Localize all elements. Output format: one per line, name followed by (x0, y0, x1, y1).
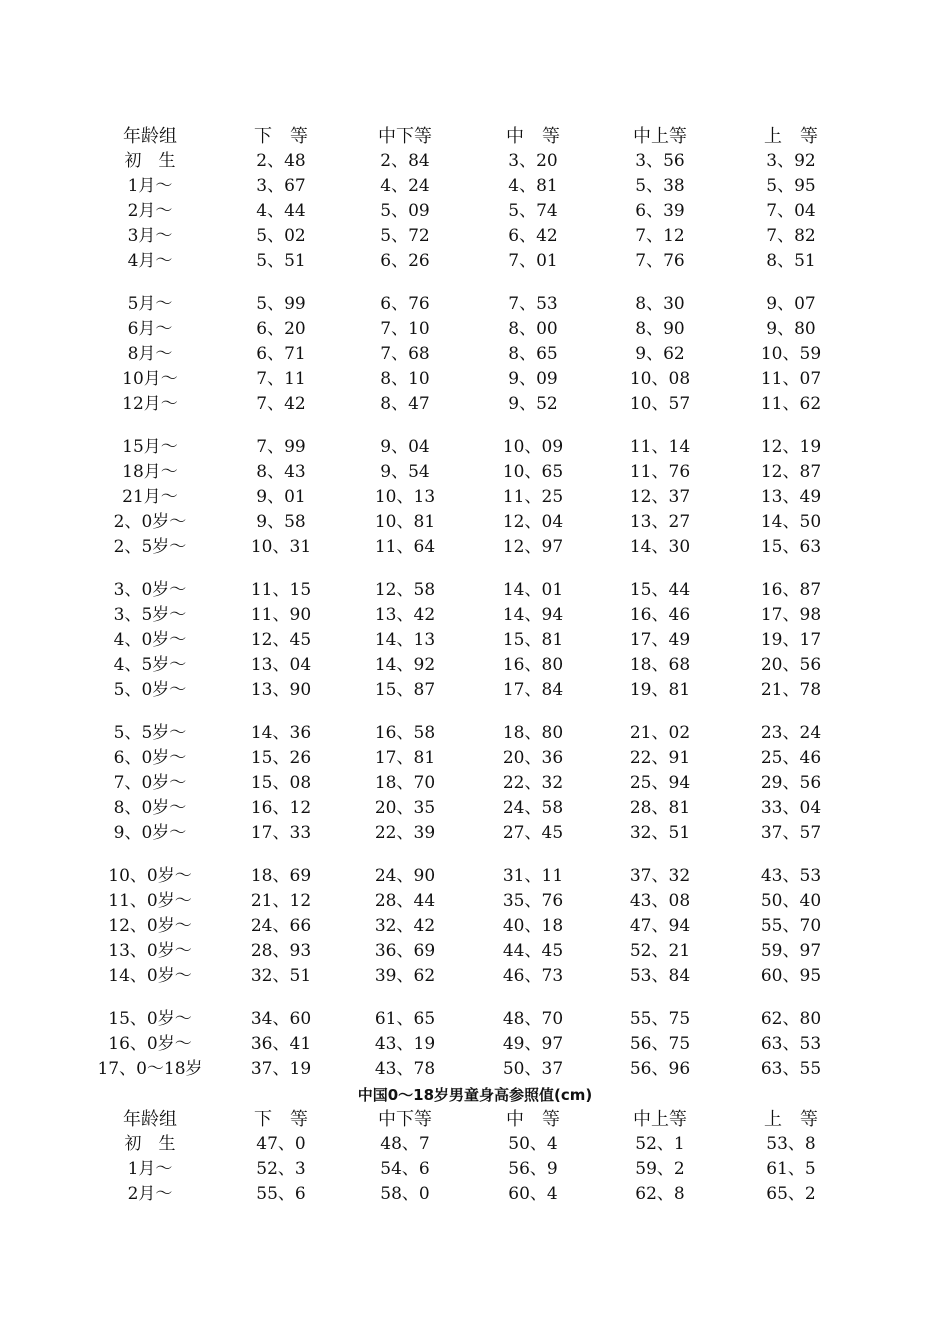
middle-cell: 7、53 (508, 294, 558, 314)
table-row (0, 678, 950, 703)
upper-cell: 37、57 (760, 823, 822, 843)
upper-cell: 11、62 (760, 394, 822, 414)
lower-cell: 24、66 (250, 916, 312, 936)
upper-middle-cell: 15、44 (629, 580, 691, 600)
upper-cell: 23、24 (760, 723, 822, 743)
upper-cell: 12、19 (760, 437, 822, 457)
lower-cell: 18、69 (250, 866, 312, 886)
table-row (0, 1157, 950, 1182)
middle-cell: 18、80 (502, 723, 564, 743)
middle-cell: 10、65 (502, 462, 564, 482)
table-row (0, 292, 950, 317)
lower-middle-cell: 4、24 (380, 176, 430, 196)
table-row (0, 249, 950, 274)
lower-cell: 2、48 (256, 151, 306, 171)
lower-middle-cell: 20、35 (374, 798, 436, 818)
header-age-group: 年龄组 (123, 1109, 177, 1130)
age-group-cell: 6月～ (127, 319, 173, 339)
table-row (0, 964, 950, 989)
lower-middle-cell: 54、6 (380, 1159, 430, 1179)
height-table-header (0, 1107, 950, 1132)
lower-cell: 21、12 (250, 891, 312, 911)
upper-middle-cell: 19、81 (629, 680, 691, 700)
age-group-cell: 3、0岁～ (113, 580, 187, 600)
lower-middle-cell: 10、13 (374, 487, 436, 507)
age-group-cell: 3、5岁～ (113, 605, 187, 625)
upper-middle-cell: 56、96 (629, 1059, 691, 1079)
upper-middle-cell: 17、49 (629, 630, 691, 650)
table-row (0, 603, 950, 628)
table-row (0, 914, 950, 939)
upper-cell: 20、56 (760, 655, 822, 675)
upper-middle-cell: 8、90 (635, 319, 685, 339)
table-row (0, 510, 950, 535)
lower-middle-cell: 7、68 (380, 344, 430, 364)
upper-cell: 63、53 (760, 1034, 822, 1054)
middle-cell: 8、65 (508, 344, 558, 364)
table-row (0, 317, 950, 342)
middle-cell: 16、80 (502, 655, 564, 675)
upper-cell: 9、07 (766, 294, 816, 314)
middle-cell: 50、4 (508, 1134, 558, 1154)
lower-middle-cell: 5、09 (380, 201, 430, 221)
middle-cell: 35、76 (502, 891, 564, 911)
upper-cell: 59、97 (760, 941, 822, 961)
upper-cell: 53、8 (766, 1134, 816, 1154)
lower-middle-cell: 24、90 (374, 866, 436, 886)
lower-cell: 6、20 (256, 319, 306, 339)
upper-middle-cell: 37、32 (629, 866, 691, 886)
table-row (0, 653, 950, 678)
header-upper: 上 等 (764, 1109, 818, 1130)
lower-cell: 5、99 (256, 294, 306, 314)
age-group-cell: 11、0岁～ (108, 891, 192, 911)
lower-cell: 13、04 (250, 655, 312, 675)
upper-middle-cell: 7、76 (635, 251, 685, 271)
upper-cell: 7、82 (766, 226, 816, 246)
middle-cell: 9、52 (508, 394, 558, 414)
age-group-cell: 16、0岁～ (108, 1034, 192, 1054)
age-group-cell: 4月～ (127, 251, 173, 271)
header-middle: 中 等 (506, 1109, 560, 1130)
upper-middle-cell: 11、76 (629, 462, 691, 482)
middle-cell: 56、9 (508, 1159, 558, 1179)
middle-cell: 4、81 (508, 176, 558, 196)
lower-cell: 9、58 (256, 512, 306, 532)
upper-cell: 14、50 (760, 512, 822, 532)
upper-middle-cell: 6、39 (635, 201, 685, 221)
upper-middle-cell: 16、46 (629, 605, 691, 625)
upper-cell: 8、51 (766, 251, 816, 271)
upper-cell: 43、53 (760, 866, 822, 886)
middle-cell: 12、97 (502, 537, 564, 557)
middle-cell: 14、01 (502, 580, 564, 600)
upper-middle-cell: 22、91 (629, 748, 691, 768)
middle-cell: 10、09 (502, 437, 564, 457)
age-group-cell: 18月～ (122, 462, 178, 482)
upper-cell: 19、17 (760, 630, 822, 650)
height-table-caption: 中国0～18岁男童身高参照值(cm) (357, 1086, 593, 1104)
lower-cell: 5、51 (256, 251, 306, 271)
lower-middle-cell: 8、10 (380, 369, 430, 389)
lower-cell: 5、02 (256, 226, 306, 246)
upper-cell: 61、5 (766, 1159, 816, 1179)
upper-middle-cell: 8、30 (635, 294, 685, 314)
lower-middle-cell: 15、87 (374, 680, 436, 700)
upper-cell: 17、98 (760, 605, 822, 625)
upper-middle-cell: 28、81 (629, 798, 691, 818)
age-group-cell: 2月～ (127, 1184, 173, 1204)
table-row (0, 1132, 950, 1157)
lower-cell: 28、93 (250, 941, 312, 961)
table-row (0, 578, 950, 603)
upper-middle-cell: 53、84 (629, 966, 691, 986)
table-row (0, 1032, 950, 1057)
middle-cell: 8、00 (508, 319, 558, 339)
lower-middle-cell: 12、58 (374, 580, 436, 600)
lower-middle-cell: 14、13 (374, 630, 436, 650)
lower-middle-cell: 7、10 (380, 319, 430, 339)
age-group-cell: 7、0岁～ (113, 773, 187, 793)
lower-cell: 37、19 (250, 1059, 312, 1079)
middle-cell: 60、4 (508, 1184, 558, 1204)
upper-cell: 63、55 (760, 1059, 822, 1079)
age-group-cell: 2、5岁～ (113, 537, 187, 557)
age-group-cell: 8月～ (127, 344, 173, 364)
upper-middle-cell: 52、1 (635, 1134, 685, 1154)
lower-middle-cell: 43、78 (374, 1059, 436, 1079)
upper-cell: 5、95 (766, 176, 816, 196)
upper-cell: 13、49 (760, 487, 822, 507)
age-group-cell: 17、0～18岁 (97, 1059, 203, 1079)
lower-middle-cell: 48、7 (380, 1134, 430, 1154)
upper-cell: 11、07 (760, 369, 822, 389)
lower-cell: 13、90 (250, 680, 312, 700)
header-age-group: 年龄组 (123, 126, 177, 147)
middle-cell: 7、01 (508, 251, 558, 271)
table-row (0, 1057, 950, 1082)
table-row (0, 535, 950, 560)
lower-middle-cell: 61、65 (374, 1009, 436, 1029)
lower-cell: 32、51 (250, 966, 312, 986)
age-group-cell: 初 生 (124, 151, 176, 171)
age-group-cell: 5月～ (127, 294, 173, 314)
middle-cell: 50、37 (502, 1059, 564, 1079)
upper-cell: 65、2 (766, 1184, 816, 1204)
lower-middle-cell: 6、76 (380, 294, 430, 314)
age-group-cell: 13、0岁～ (108, 941, 192, 961)
lower-cell: 7、11 (256, 369, 306, 389)
lower-middle-cell: 13、42 (374, 605, 436, 625)
table-row (0, 367, 950, 392)
upper-middle-cell: 5、38 (635, 176, 685, 196)
middle-cell: 49、97 (502, 1034, 564, 1054)
lower-cell: 11、90 (250, 605, 312, 625)
lower-middle-cell: 11、64 (374, 537, 436, 557)
upper-cell: 50、40 (760, 891, 822, 911)
table-row (0, 821, 950, 846)
lower-cell: 16、12 (250, 798, 312, 818)
header-upper: 上 等 (764, 126, 818, 147)
upper-cell: 33、04 (760, 798, 822, 818)
age-group-cell: 1月～ (127, 176, 173, 196)
lower-cell: 6、71 (256, 344, 306, 364)
age-group-cell: 21月～ (122, 487, 178, 507)
lower-cell: 11、15 (250, 580, 312, 600)
age-group-cell: 4、5岁～ (113, 655, 187, 675)
age-group-cell: 12月～ (122, 394, 178, 414)
upper-middle-cell: 10、57 (629, 394, 691, 414)
upper-cell: 10、59 (760, 344, 822, 364)
header-lower-middle: 中下等 (378, 1109, 432, 1130)
table-row (0, 889, 950, 914)
middle-cell: 22、32 (502, 773, 564, 793)
middle-cell: 12、04 (502, 512, 564, 532)
upper-middle-cell: 3、56 (635, 151, 685, 171)
age-group-cell: 2月～ (127, 201, 173, 221)
upper-middle-cell: 14、30 (629, 537, 691, 557)
lower-middle-cell: 18、70 (374, 773, 436, 793)
weight-table-header (0, 124, 950, 149)
age-group-cell: 15月～ (122, 437, 178, 457)
lower-cell: 12、45 (250, 630, 312, 650)
upper-cell: 62、80 (760, 1009, 822, 1029)
lower-middle-cell: 10、81 (374, 512, 436, 532)
lower-cell: 17、33 (250, 823, 312, 843)
table-row (0, 224, 950, 249)
upper-middle-cell: 52、21 (629, 941, 691, 961)
table-row (0, 864, 950, 889)
table-row (0, 460, 950, 485)
middle-cell: 14、94 (502, 605, 564, 625)
lower-cell: 15、08 (250, 773, 312, 793)
upper-cell: 16、87 (760, 580, 822, 600)
lower-middle-cell: 22、39 (374, 823, 436, 843)
table-row (0, 771, 950, 796)
upper-middle-cell: 59、2 (635, 1159, 685, 1179)
middle-cell: 40、18 (502, 916, 564, 936)
age-group-cell: 5、0岁～ (113, 680, 187, 700)
header-lower-middle: 中下等 (378, 126, 432, 147)
table-row (0, 435, 950, 460)
header-upper-middle: 中上等 (633, 126, 687, 147)
middle-cell: 46、73 (502, 966, 564, 986)
table-row (0, 628, 950, 653)
lower-middle-cell: 9、04 (380, 437, 430, 457)
upper-middle-cell: 43、08 (629, 891, 691, 911)
upper-middle-cell: 10、08 (629, 369, 691, 389)
table-row (0, 746, 950, 771)
lower-cell: 55、6 (256, 1184, 306, 1204)
lower-middle-cell: 58、0 (380, 1184, 430, 1204)
header-lower: 下 等 (254, 1109, 308, 1130)
upper-middle-cell: 25、94 (629, 773, 691, 793)
table-row (0, 149, 950, 174)
middle-cell: 3、20 (508, 151, 558, 171)
table-row (0, 939, 950, 964)
lower-middle-cell: 5、72 (380, 226, 430, 246)
lower-middle-cell: 36、69 (374, 941, 436, 961)
middle-cell: 24、58 (502, 798, 564, 818)
middle-cell: 48、70 (502, 1009, 564, 1029)
upper-middle-cell: 13、27 (629, 512, 691, 532)
table-row (0, 392, 950, 417)
upper-middle-cell: 18、68 (629, 655, 691, 675)
middle-cell: 11、25 (502, 487, 564, 507)
lower-middle-cell: 8、47 (380, 394, 430, 414)
age-group-cell: 3月～ (127, 226, 173, 246)
lower-cell: 34、60 (250, 1009, 312, 1029)
lower-cell: 36、41 (250, 1034, 312, 1054)
upper-middle-cell: 32、51 (629, 823, 691, 843)
table-row (0, 199, 950, 224)
upper-middle-cell: 55、75 (629, 1009, 691, 1029)
middle-cell: 15、81 (502, 630, 564, 650)
upper-middle-cell: 47、94 (629, 916, 691, 936)
middle-cell: 27、45 (502, 823, 564, 843)
upper-cell: 25、46 (760, 748, 822, 768)
middle-cell: 31、11 (502, 866, 564, 886)
lower-middle-cell: 28、44 (374, 891, 436, 911)
middle-cell: 20、36 (502, 748, 564, 768)
age-group-cell: 6、0岁～ (113, 748, 187, 768)
lower-middle-cell: 14、92 (374, 655, 436, 675)
lower-cell: 8、43 (256, 462, 306, 482)
table-row (0, 721, 950, 746)
age-group-cell: 14、0岁～ (108, 966, 192, 986)
lower-middle-cell: 16、58 (374, 723, 436, 743)
age-group-cell: 4、0岁～ (113, 630, 187, 650)
lower-cell: 7、42 (256, 394, 306, 414)
middle-cell: 9、09 (508, 369, 558, 389)
table-row (0, 1182, 950, 1207)
age-group-cell: 5、5岁～ (113, 723, 187, 743)
upper-cell: 12、87 (760, 462, 822, 482)
table-row (0, 342, 950, 367)
upper-cell: 15、63 (760, 537, 822, 557)
upper-middle-cell: 11、14 (629, 437, 691, 457)
upper-cell: 9、80 (766, 319, 816, 339)
age-group-cell: 9、0岁～ (113, 823, 187, 843)
lower-cell: 14、36 (250, 723, 312, 743)
table-row (0, 485, 950, 510)
upper-middle-cell: 12、37 (629, 487, 691, 507)
upper-middle-cell: 9、62 (635, 344, 685, 364)
lower-middle-cell: 6、26 (380, 251, 430, 271)
upper-cell: 7、04 (766, 201, 816, 221)
age-group-cell: 10、0岁～ (108, 866, 192, 886)
lower-cell: 9、01 (256, 487, 306, 507)
middle-cell: 44、45 (502, 941, 564, 961)
upper-cell: 55、70 (760, 916, 822, 936)
lower-middle-cell: 39、62 (374, 966, 436, 986)
lower-cell: 4、44 (256, 201, 306, 221)
upper-middle-cell: 62、8 (635, 1184, 685, 1204)
age-group-cell: 2、0岁～ (113, 512, 187, 532)
header-upper-middle: 中上等 (633, 1109, 687, 1130)
age-group-cell: 8、0岁～ (113, 798, 187, 818)
table-row (0, 174, 950, 199)
upper-cell: 21、78 (760, 680, 822, 700)
lower-cell: 3、67 (256, 176, 306, 196)
upper-cell: 29、56 (760, 773, 822, 793)
age-group-cell: 10月～ (122, 369, 178, 389)
header-middle: 中 等 (506, 126, 560, 147)
lower-middle-cell: 17、81 (374, 748, 436, 768)
middle-cell: 17、84 (502, 680, 564, 700)
lower-cell: 7、99 (256, 437, 306, 457)
lower-middle-cell: 2、84 (380, 151, 430, 171)
lower-cell: 52、3 (256, 1159, 306, 1179)
table-row (0, 796, 950, 821)
lower-cell: 47、0 (256, 1134, 306, 1154)
upper-cell: 60、95 (760, 966, 822, 986)
lower-cell: 15、26 (250, 748, 312, 768)
upper-middle-cell: 56、75 (629, 1034, 691, 1054)
upper-middle-cell: 7、12 (635, 226, 685, 246)
lower-middle-cell: 43、19 (374, 1034, 436, 1054)
age-group-cell: 12、0岁～ (108, 916, 192, 936)
upper-middle-cell: 21、02 (629, 723, 691, 743)
table-row (0, 1007, 950, 1032)
header-lower: 下 等 (254, 126, 308, 147)
upper-cell: 3、92 (766, 151, 816, 171)
lower-cell: 10、31 (250, 537, 312, 557)
lower-middle-cell: 32、42 (374, 916, 436, 936)
age-group-cell: 初 生 (124, 1134, 176, 1154)
age-group-cell: 1月～ (127, 1159, 173, 1179)
age-group-cell: 15、0岁～ (108, 1009, 192, 1029)
lower-middle-cell: 9、54 (380, 462, 430, 482)
middle-cell: 6、42 (508, 226, 558, 246)
middle-cell: 5、74 (508, 201, 558, 221)
